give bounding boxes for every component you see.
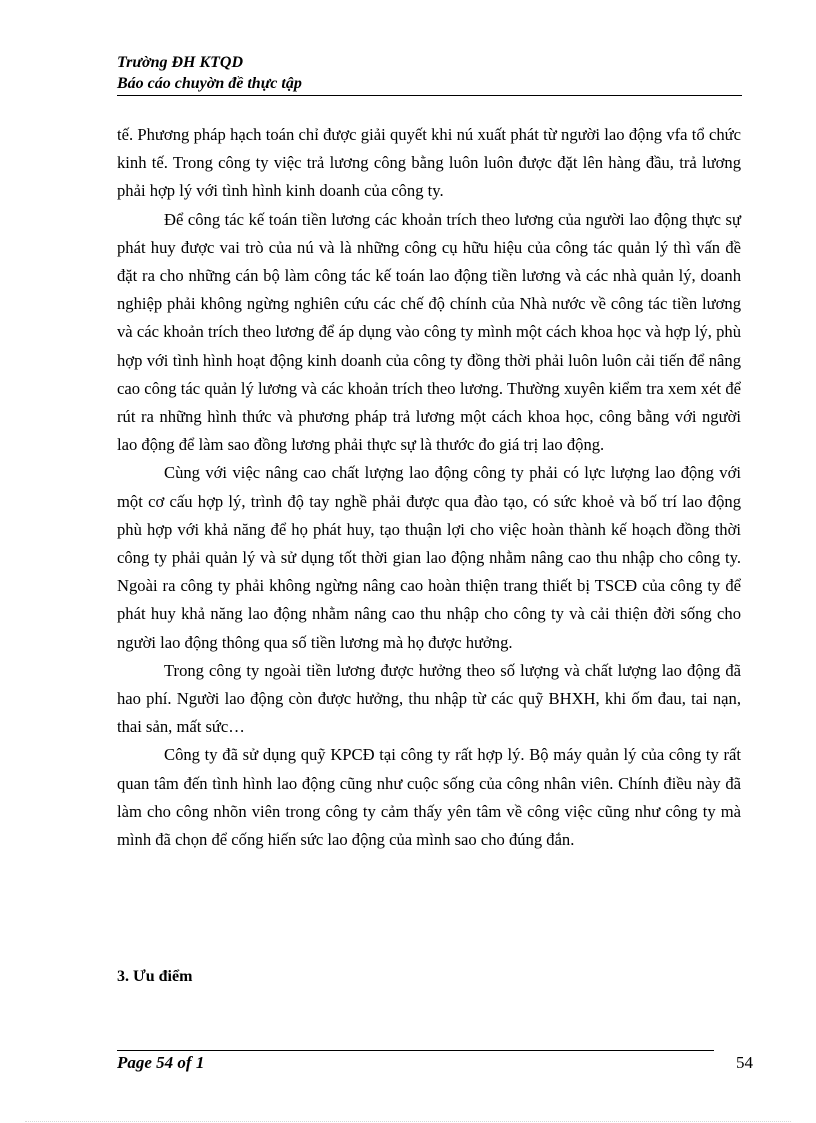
document-body: [117, 121, 741, 854]
body-paragraph-5: Công ty đã sử dụng quỹ KPCĐ tại công ty rất hợp lý. Bộ máy quản lý của công ty rất quan tâm đến tình hình lao động cũng như cuộc sống của công nhân viên. Chính điều này đã làm cho công nhõn viên trong công ty cảm thấy yên tâm về công việc cũng như công ty mà mình đã chọn để cống hiến sức lao động của mình sao cho đúng đắn.: [117, 745, 741, 850]
body-paragraph-4: Trong công ty ngoài tiền lương được hưởng theo số lượng và chất lượng lao động đã hao phí. Người lao động còn được hưởng, thu nhập từ các quỹ BHXH, khi ốm đau, tai nạn, thai sản, mất sức…: [117, 660, 741, 737]
page-header: [117, 52, 741, 94]
body-paragraph-3: Cùng với việc nâng cao chất lượng lao động công ty phải có lực lượng lao động với một cơ cấu hợp lý, trình độ tay nghề phải được qua đào tạo, có sức khoẻ và bố trí lao động phù hợp với khả năng để họ phát huy, tạo thuận lợi cho việc hoàn thành kế hoạch đồng thời công ty phải quản lý và sử dụng tốt thời gian lao động nhằm nâng cao thu nhập cho công ty. Ngoài ra công ty phải không ngừng nâng cao hoàn thiện trang thiết bị TSCĐ của công ty để phát huy khả năng lao động nhằm nâng cao thu nhập cho công ty và cải thiện đời sống cho người lao động thông qua số tiền lương mà họ được hưởng.: [117, 463, 741, 652]
body-paragraph-2: Để công tác kế toán tiền lương các khoản trích theo lương của người lao động thực sự phát huy được vai trò của nú và là những công cụ hữu hiệu của công tác quản lý thì vấn đề đặt ra cho những cán bộ làm công tác kế toán lao động tiền lương và các nhà quản lý, doanh nghiệp phải không ngừng nghiên cứu các chế độ chính của Nhà nước về công tác tiền lương và các khoản trích theo lương để áp dụng vào công ty mình một cách khoa học và hợp lý, phù hợp với tình hình hoạt động kinh doanh của công ty đồng thời phải luôn luôn cải tiến để nâng cao công tác quản lý lương và các khoản trích theo lương. Thường xuyên kiểm tra xem xét để rút ra những hình thức và phương pháp trả lương một cách khoa học, công bằng với người lao động để làm sao đồng lương phải thực sự là thước đo giá trị lao động.: [117, 209, 741, 455]
body-paragraph-1: tế. Phương pháp hạch toán chỉ được giải quyết khi nú xuất phát từ người lao động vfa tổ chức kinh tế. Trong công ty việc trả lương công bằng luôn luôn được đặt lên hàng đầu, trả lương phải hợp lý với tình hình kinh doanh của công ty.: [117, 125, 741, 201]
header-divider: [117, 95, 742, 96]
header-report-title: Báo cáo chuyờn đề thực tập: [117, 75, 302, 92]
header-school-name: Trường ĐH KTQD: [117, 54, 244, 71]
footer-page-number: 54: [736, 1053, 753, 1072]
footer-divider: [117, 1050, 714, 1051]
footer-page-label: Page 54 of 1: [117, 1053, 205, 1072]
page-bottom-border: [25, 1121, 791, 1122]
section-heading: 3. Ưu điểm: [117, 968, 193, 985]
